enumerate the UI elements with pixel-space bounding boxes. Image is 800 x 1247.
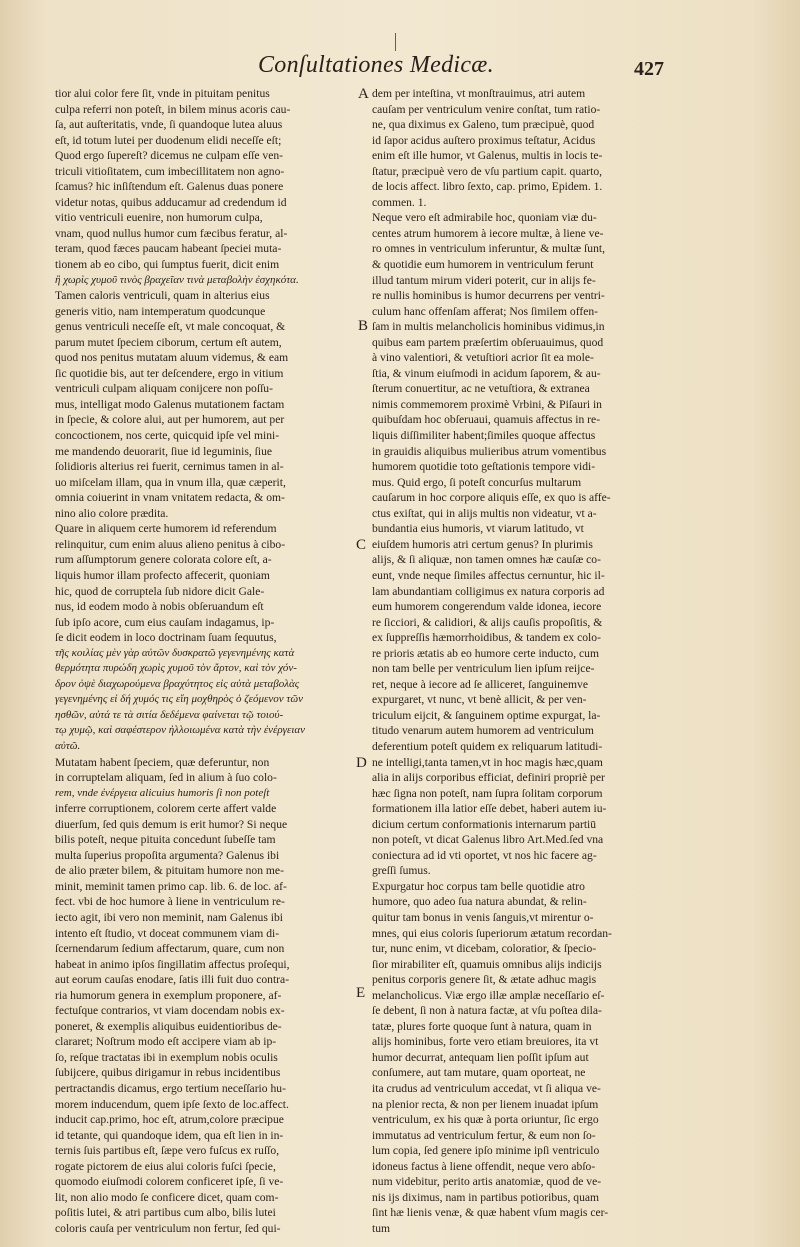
text-line: quibuſdam hoc obſeruaui, quamuis affectus in re- xyxy=(372,413,601,427)
text-line: habeat in animo ipſos ſingillatim affectus proſequi, xyxy=(55,957,290,971)
text-line: ria humorum genera in exemplum proponere, af- xyxy=(55,988,282,1002)
text-line: multa ſuperius propoſita argumenta? Galenus ibi xyxy=(55,848,280,862)
text-line: Neque vero eſt admirabile hoc, quoniam viæ du- xyxy=(372,211,597,225)
text-line: clararet; Noſtrum modo eſt accipere viam ab ip- xyxy=(55,1035,277,1049)
text-line: de alio præter bilem, & pituitam humore non me- xyxy=(55,864,284,878)
text-line: ſior mirabiliter eſt, quamuis omnibus alijs indicijs xyxy=(372,957,602,971)
text-line: penitus corporis genere ſit, & ætate adhuc magis xyxy=(372,973,597,987)
text-line: relinquitur, cum enim aluus alieno penitus à cibo- xyxy=(55,537,286,551)
text-line: vitio ventriculi euenire, non humorum culpa, xyxy=(55,211,263,225)
text-line: mus, intelligat modo Galenus mutationem factam xyxy=(55,397,285,411)
margin-letter-c: C xyxy=(356,537,367,553)
text-line: teram, quod fæces paucam habeant ſpeciei muta- xyxy=(55,242,282,256)
text-line: iecto agit, ibi vero non meminit, nam Galenus ibi xyxy=(55,910,283,924)
text-line: in ſpecie, & colore alui, aut per humorem, aut per xyxy=(55,413,285,427)
text-line: ventriculum, ex his quæ à porta oriuntur, ſic ergo xyxy=(372,1113,599,1127)
text-line: γεγενημένης εἰ δή χυμός τις εἴη μοχθηρὸς ὁ ζεόμενον τῶν xyxy=(55,693,303,706)
text-line: id tetante, qui quandoque idem, qua eſt lien in in- xyxy=(55,1128,284,1142)
text-line: ſa, aut auſteritatis, vnde, ſi quandoque lutea aluus xyxy=(55,118,283,132)
text-line: fect. vbi de hoc humore à liene in ventriculum re- xyxy=(55,895,285,909)
text-line: non tam belle per ventriculum lien ipſum reijce- xyxy=(372,662,595,676)
text-line: mnes, qui eius coloris ſuperiorum ætatum recordan- xyxy=(372,926,612,940)
right-text-column xyxy=(372,86,688,1236)
text-line: illud tantum mirum videri poterit, cur in alijs fe- xyxy=(372,273,596,287)
text-line: Expurgatur hoc corpus tam belle quotidie atro xyxy=(372,879,585,893)
text-line: centes atrum humorem à iecore multæ, à liene ve- xyxy=(372,226,604,240)
text-line: nimis commemorem proximè Vrbini, & Piſauri in xyxy=(372,397,602,411)
text-line: tionem ab eo cibo, qui ſumptus fuerit, dicit enim xyxy=(55,258,280,272)
text-line: alijs, & ſi aliquæ, non tamen omnes hæ cauſæ co- xyxy=(372,553,601,567)
text-line: ctus exiſtat, qui in alijs multis non videatur, vt a- xyxy=(372,506,597,520)
text-line: bilis poteſt, neque pituita concedunt ſubeſſe tam xyxy=(55,833,276,847)
text-line: poſitis lutei, & atri partibus cum albo, bilis lutei xyxy=(55,1206,276,1220)
text-line: inducit cap.primo, hoc eſt, atrum,colore præcipue xyxy=(55,1113,284,1127)
text-line: tior alui color fere ſit, vnde in pituitam penitus xyxy=(55,87,270,100)
text-line: ſcamus? hic inſiſtendum eſt. Galenus duas ponere xyxy=(55,180,284,194)
text-line: videtur notas, quibus adducamur ad credendum id xyxy=(55,195,287,209)
text-line: genus ventriculi neceſſe eſt, vt male concoquat, & xyxy=(55,320,286,334)
text-line: pertractandis dicamus, ergo tertium neceſſario hu- xyxy=(55,1082,286,1095)
text-line: greſſi ſumus. xyxy=(372,864,431,878)
text-line: ex ſuppreſſis hæmorrhoidibus, & tandem ex colo- xyxy=(372,631,601,645)
text-line: uo miſcelam illam, qua in vnum illa, quæ cæperit, xyxy=(55,475,286,489)
text-line: in grauidis aliquibus mulieribus atrum vomentibus xyxy=(372,444,607,458)
text-line: ſic quotidie bis, aut ter deſcendere, ergo in vitium xyxy=(55,366,284,380)
text-line: αὐτῶ. xyxy=(55,739,81,752)
text-line: eſt, id totum lutei per duodenum elidi neceſſe eſt; xyxy=(55,133,282,147)
left-text-column xyxy=(55,86,355,1236)
text-line: ita crudus ad ventriculum accedat, vt ſi aliqua ve- xyxy=(372,1082,601,1095)
text-line: non poteſt, vt dicat Galenus libro Art.Med.ſed vna xyxy=(372,833,604,847)
text-line: tatæ, plures forte quoque ſunt à natura, quam in xyxy=(372,1019,592,1033)
text-line: & quotidie eum humorem in ventriculum ferunt xyxy=(372,258,594,272)
text-line: τῆς κοιλίας μὲν γὰρ αὐτῶν δυσκρατῶ γεγενημένης κατὰ xyxy=(55,646,295,659)
text-line: deferentium poteſt quidem ex reliquarum latitudi- xyxy=(372,739,603,753)
margin-letter-a: A xyxy=(358,86,369,102)
text-line: triculum eijcit, & ſanguinem optime expurgat, la- xyxy=(372,708,601,722)
margin-letter-d: D xyxy=(356,755,367,771)
text-line: re prioris ætatis ab eo humore certe inducto, cum xyxy=(372,646,599,660)
text-line: minit, meminit tamen primo cap. lib. 6. de loc. af- xyxy=(55,879,287,893)
text-line: diuerſum, ſed quis demum is erit humor? Si neque xyxy=(55,817,288,831)
text-line: ſe debent, ſi non à natura factæ, at vſu poſtea dila- xyxy=(372,1004,602,1018)
text-line: omnia coiuerint in vnam vnitatem redacta, & om- xyxy=(55,491,285,505)
text-line: morem inducendum, quem ipſe ſexto de loc.affect. xyxy=(55,1097,289,1111)
text-line: ne, qua diximus ex Galeno, tum præcipuè, quod xyxy=(372,118,595,132)
text-line: ſtatur, præcipuè vero de vſu partium capit. quarto, xyxy=(372,164,603,178)
text-line: enim eſt ille humor, vt Galenus, multis in locis te- xyxy=(372,149,603,163)
text-line: ſolidioris alterius rei fuerit, cernimus tamen in al- xyxy=(55,460,284,474)
text-line: vnam, quod nullus humor cum fæcibus feratur, al- xyxy=(55,226,288,240)
text-line: à vino valentiori, & vetuſtiori acrior ſit ea mole- xyxy=(372,351,594,365)
text-line: rum aſſumptorum genere colorata colore eſt, a- xyxy=(55,553,272,567)
running-title: Conſultationes Medicæ. xyxy=(258,52,494,78)
text-line: eiuſdem humoris atri certum genus? In plurimis xyxy=(372,537,593,551)
text-line: titudo venarum autem humorem ad ventriculum xyxy=(372,724,594,738)
text-line: fectuſque contrarios, vt viam docendam nobis ex- xyxy=(55,1004,285,1018)
binding-rule xyxy=(395,33,396,51)
text-line: re ſicciori, & calidiori, & alijs cauſis propoſitis, & xyxy=(372,615,603,629)
text-line: generis vitio, nam intemperatum quodcunque xyxy=(55,304,266,318)
text-line: Quare in aliquem certe humorem id referendum xyxy=(55,522,277,536)
text-line: coniectura ad id vti oportet, vt nos hic facere ag- xyxy=(372,848,597,862)
text-line: τῳ χυμῷ, καὶ σαφέστερον ἠλλοιωμένα κατὰ τὴν ἐνέργειαν xyxy=(55,724,306,737)
text-line: de locis affect. libro ſexto, cap. primo, Epidem. 1. xyxy=(372,180,603,194)
text-line: quomodo eiuſmodi colorem conficeret ipſe, ſi ve- xyxy=(55,1175,284,1189)
text-line: eunt, vnde neque ſimiles affectus cernuntur, hic il- xyxy=(372,568,605,582)
text-line: ſcernendarum ſedium affectarum, quare, cum non xyxy=(55,942,285,956)
text-line: parum mutet ſpeciem ciborum, certum eſt autem, xyxy=(55,335,282,349)
text-line: in corruptelam aliquam, ſed in alium à ſuo colo- xyxy=(55,771,277,785)
text-line: quibus eam partem præſertim obſeruauimus, quod xyxy=(372,335,604,349)
text-line: hic, quod de corruptela ſub nidore dicit Gale- xyxy=(55,584,265,598)
text-line: ret, neque à iecore ad ſe alliceret, ſanguinemve xyxy=(372,677,588,691)
text-line: poneret, & exemplis aliquibus euidentioribus de- xyxy=(55,1019,282,1033)
text-line: Quod ergo ſupereſt? dicemus ne culpam eſſe ven- xyxy=(55,149,284,163)
text-line: liquis humor illam profecto affecerit, quoniam xyxy=(55,568,270,582)
text-line: ſint hæ lienis venæ, & quæ habent vſum magis cer- xyxy=(372,1206,609,1220)
text-line: mus. Quid ergo, ſi poteſt concurſus multarum xyxy=(372,475,582,489)
text-line: inferre corruptionem, colorem certe affert valde xyxy=(55,802,277,816)
text-line: re nullis hominibus is humor decurrens per ventri- xyxy=(372,289,605,303)
text-line: me mandendo deuorarit, ſiue id leguminis, ſiue xyxy=(55,444,273,458)
text-line: conſumere, aut tam mutare, quam oporteat, ne xyxy=(372,1066,586,1080)
text-line: quitur tam bonus in venis ſanguis,vt mirentur o- xyxy=(372,910,594,924)
margin-letter-e: E xyxy=(356,985,366,1001)
text-line: ro omnes in ventriculum inferuntur, & multæ ſunt, xyxy=(372,242,605,256)
text-line: ternis ſuis partibus eſt, ſæpe vero fuſcus ex ruſſo, xyxy=(55,1144,280,1158)
text-line: humorem quotidie toto geſtationis tempore vidi- xyxy=(372,460,596,474)
text-line: Tamen caloris ventriculi, quam in alterius eius xyxy=(55,289,270,303)
text-line: eum humorem congerendum valde idonea, iecore xyxy=(372,600,602,614)
text-line: ventriculi culpam aliquam conijcere non poſſu- xyxy=(55,382,273,396)
text-line: ησθῶν, αὐτά τε τὰ σιτία δεδέμενα φαίνεται τῷ τοιού- xyxy=(55,708,284,721)
text-line: ſo, reſque tractatas ibi in exemplum nobis oculis xyxy=(55,1050,278,1064)
text-line: ne intelligi,tanta tamen,vt in hoc magis hæc,quam xyxy=(372,755,603,769)
text-line: expurgaret, vt nunc, vt benè allicit, & per ven- xyxy=(372,693,587,707)
text-line: humore, quo adeo ſua natura abundat, & relin- xyxy=(372,895,587,909)
text-line: aut eorum cauſas enodare, ſatis illi fuit duo contra- xyxy=(55,973,290,987)
text-line: nino alio colore prædita. xyxy=(55,506,169,520)
text-line: Mutatam habent ſpeciem, quæ deferuntur, non xyxy=(55,755,270,769)
text-line: immutatus ad ventriculum fertur, & eum non ſo- xyxy=(372,1128,596,1142)
text-line: ſubijcere, quibus dirigamur in rebus incidentibus xyxy=(55,1066,281,1080)
text-line: coloris cauſa per ventriculum non fertur, ſed qui- xyxy=(55,1221,281,1235)
text-line: ſam in multis melancholicis hominibus vidimus,in xyxy=(372,320,605,334)
text-line: culpa referri non poteſt, in bilem minus acoris cau- xyxy=(55,102,291,116)
text-line: ſtia, & vinum eiuſmodi in acidum ſaporem, & au- xyxy=(372,366,601,380)
text-line: cauſarum in hoc corpore aliquis eſſe, ex quo is affe- xyxy=(372,491,611,505)
text-line: alia in alijs corporibus efficiat, definiri propriè per xyxy=(372,771,605,785)
text-line: lit, non alio modo ſe conficere dicet, quam com- xyxy=(55,1190,279,1204)
margin-letter-b: B xyxy=(358,318,369,334)
text-line: concoctionem, nos certe, quicquid ipſe vel mini- xyxy=(55,429,280,443)
text-line: dem per inteſtina, vt monſtrauimus, atri autem xyxy=(372,87,586,100)
text-line: intento eſt ſtudio, vt doceat communem viam di- xyxy=(55,926,280,940)
page-number: 427 xyxy=(634,58,664,80)
text-line: formationem illa latior eſſe debet, haberi autem iu- xyxy=(372,802,607,816)
text-line: tum xyxy=(372,1221,391,1235)
text-line: bundantia eius humoris, vt viarum latitudo, vt xyxy=(372,522,584,536)
text-line: hæc ſigna non poteſt, nam ſupra ſolitam corporum xyxy=(372,786,603,800)
text-line: humor decurrat, antequam lien poſſit ipſum aut xyxy=(372,1050,589,1064)
text-line: idoneus factus à liene offendit, neque vero abſo- xyxy=(372,1159,596,1173)
text-line: num videbitur, perito artis anatomiæ, quod de ve- xyxy=(372,1175,602,1189)
text-line: θερμότητα πυρώδη χωρὶς χυμοῦ τὸν ἄρτον, καὶ τὸν χόν- xyxy=(55,662,297,675)
text-line: na plenior recta, & non per lienem inuadat ipſum xyxy=(372,1097,599,1111)
text-line: alijs hominibus, forte vero etiam breuiores, ita vt xyxy=(372,1035,599,1049)
text-line: melancholicus. Viæ ergo illæ amplæ neceſſario eſ- xyxy=(372,988,605,1002)
text-line: lam abundantiam colligimus ex natura corporis ad xyxy=(372,584,605,598)
text-line: culum hanc offenſam afferat; Nos ſimilem offen- xyxy=(372,304,599,318)
text-line: δρον ὀψὲ διαχωρούμενα βραχύτητος εἰς αὐτὰ μεταβολὰς xyxy=(55,677,300,690)
text-line: ſub ipſo acore, cum eius cauſam indagamus, ip- xyxy=(55,615,275,629)
text-line: cauſam per ventriculum venire conſtat, tum ratio- xyxy=(372,102,601,116)
text-line: dicium certum conformationis internarum partiū xyxy=(372,817,597,831)
text-line: lum copia, ſed genere ipſo minime ipſi ventriculo xyxy=(372,1144,600,1158)
text-line: id ſapor acidus auſtero proximus teſtatur, Acidus xyxy=(372,133,596,147)
text-line: nis ijs diximus, nam in partibus potioribus, quam xyxy=(372,1190,600,1204)
page-header xyxy=(0,52,800,86)
text-line: quod nos penitus mutatam aluum videmus, & eam xyxy=(55,351,289,365)
text-line: tur, nunc enim, vt dicebam, coloratior, & ſpecio- xyxy=(372,942,597,956)
text-line: nus, id eodem modo à nobis obſeruandum eſt xyxy=(55,600,264,614)
text-line: liquis diſſimiliter habent;ſimiles quoque affectus xyxy=(372,429,596,443)
text-line: commen. 1. xyxy=(372,195,427,209)
text-line: rogate pictorem de eius alui coloris fuſci ſpecie, xyxy=(55,1159,276,1173)
text-line: rem, vnde ἐνέργεια alicuius humoris ſi non poteſt xyxy=(55,786,270,799)
text-line: ſterum conuertitur, ac ne vetuſtiora, & extranea xyxy=(372,382,590,396)
text-line: ἢ χωρὶς χυμοῦ τινὸς βραχεῖαν τινὰ μεταβολὴν ἐσχηκότα. xyxy=(55,273,299,286)
text-line: triculi vitioſitatem, cum imbecillitatem non agno- xyxy=(55,164,285,178)
text-line: ſe dicit eodem in loco doctrinam ſuam ſequutus, xyxy=(55,631,277,645)
